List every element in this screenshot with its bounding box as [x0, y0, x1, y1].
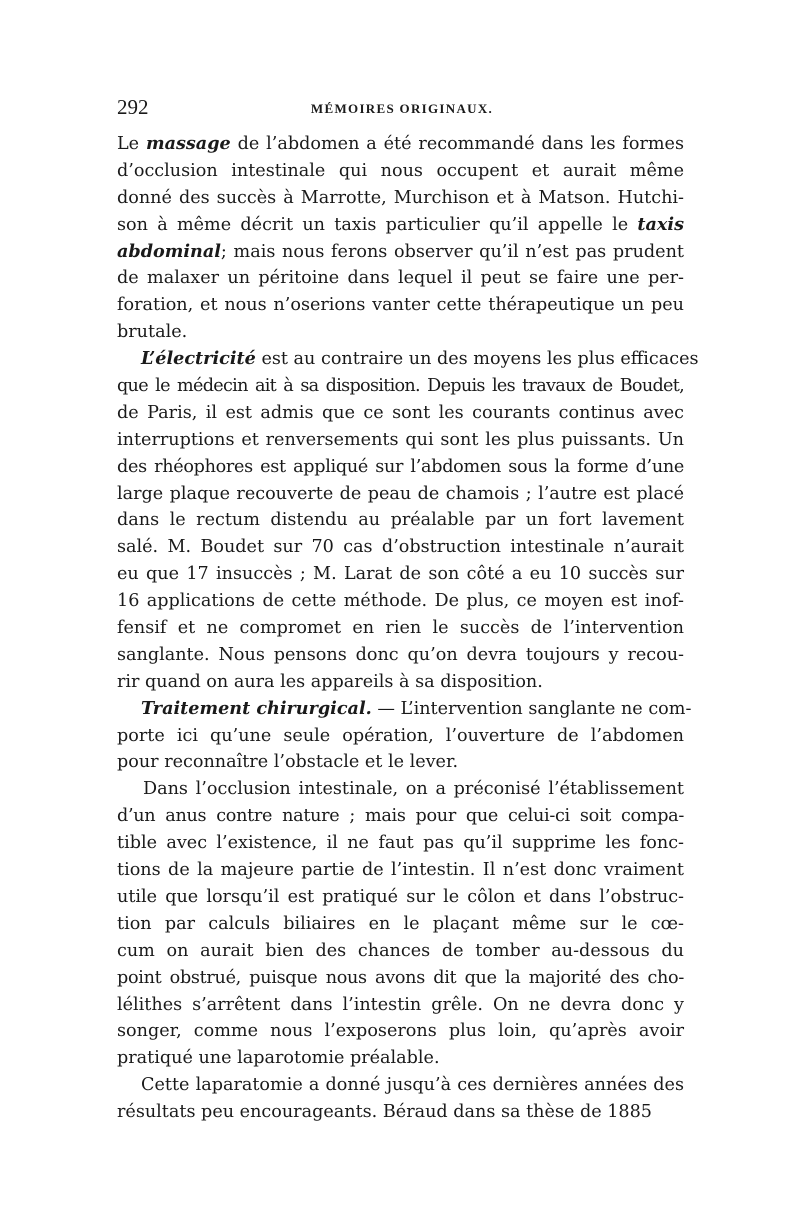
text-run: tion par calculs biliaires en le plaçant même sur le cœ-	[117, 913, 684, 934]
text-line	[117, 911, 684, 938]
text-run: foration, et nous n’oserions vanter cette thérapeutique un peu	[117, 295, 684, 316]
text-run: point obstrué, puisque nous avons dit que la majorité des cho-	[117, 967, 684, 988]
text-run: lélithes s’arrêtent dans l’intestin grêle. On ne devra donc y	[117, 994, 684, 1015]
text-line	[117, 965, 684, 992]
text-line	[117, 1072, 684, 1099]
text-line	[117, 615, 684, 642]
text-run: d’occlusion intestinale qui nous occupent et aurait même	[117, 160, 684, 181]
text-run: dans le rectum distendu au préalable par un fort lavement	[117, 510, 684, 531]
paragraph	[117, 131, 684, 346]
text-run: cum on aurait bien des chances de tomber au-dessous du	[117, 940, 684, 961]
italic-phrase: taxis	[637, 213, 684, 235]
paragraph	[117, 1072, 684, 1126]
italic-phrase: Traitement chirurgical.	[141, 697, 372, 719]
text-line	[117, 131, 684, 158]
text-line	[117, 212, 684, 239]
text-run: est au contraire un des moyens les plus efficaces	[255, 349, 699, 370]
text-line	[117, 588, 684, 615]
text-line	[117, 830, 684, 857]
text-run: de Paris, il est admis que ce sont les courants continus avec	[117, 402, 684, 423]
italic-phrase: L’électricité	[141, 348, 256, 370]
text-line	[117, 239, 684, 266]
text-run: sanglante. Nous pensons donc qu’on devra toujours y recou-	[117, 644, 684, 665]
text-run: des rhéophores est appliqué sur l’abdomen sous la forme d’une	[117, 456, 684, 477]
text-line	[117, 1018, 684, 1045]
text-run: Dans l’occlusion intestinale, on a préconisé l’établissement	[143, 779, 684, 800]
text-line	[117, 642, 684, 669]
text-line	[117, 400, 684, 427]
text-run: rir quand on aura les appareils à sa disposition.	[117, 671, 543, 692]
text-run: salé. M. Boudet sur 70 cas d’obstruction intestinale n’aurait	[117, 537, 684, 558]
text-run: eu que 17 insuccès ; M. Larat de son côté a eu 10 succès sur	[117, 564, 684, 585]
text-line	[117, 1099, 684, 1126]
text-run: d’un anus contre nature ; mais pour que celui-ci soit compa-	[117, 806, 684, 827]
page-number: 292	[117, 95, 149, 119]
text-line	[117, 669, 684, 696]
text-line	[117, 454, 684, 481]
text-run: fensif et ne compromet en rien le succès de l’intervention	[117, 618, 684, 639]
text-line	[117, 696, 692, 723]
text-run: tible avec l’existence, il ne faut pas qu’il supprime les fonc-	[117, 833, 684, 854]
text-run: — L’intervention sanglante ne com-	[371, 698, 692, 719]
text-line	[117, 481, 684, 508]
text-line	[117, 319, 684, 346]
text-run: résultats peu encourageants. Béraud dans sa thèse de 1885	[117, 1102, 652, 1123]
text-run: ; mais nous ferons observer qu’il n’est pas prudent	[220, 241, 684, 262]
text-run: pour reconnaître l’obstacle et le lever.	[117, 752, 459, 773]
text-line	[117, 776, 684, 803]
text-run: donné des succès à Marrotte, Murchison et à Matson. Hutchi-	[117, 187, 684, 208]
text-line	[117, 749, 684, 776]
text-run: que le médecin ait à sa disposition. Depuis les travaux de Boudet,	[117, 376, 684, 397]
italic-phrase: massage	[145, 133, 231, 154]
italic-phrase: abdominal	[117, 240, 221, 262]
text-line	[117, 373, 684, 400]
text-run: 16 applications de cette méthode. De plus, ce moyen est inof-	[117, 591, 684, 612]
text-run: interruptions et renversements qui sont les plus puissants. Un	[117, 429, 684, 450]
text-line	[117, 346, 699, 373]
text-line	[117, 507, 684, 534]
text-line	[117, 292, 684, 319]
running-title: MÉMOIRES ORIGINAUX.	[310, 101, 494, 116]
text-line	[117, 185, 684, 212]
text-line	[117, 265, 684, 292]
text-line	[117, 534, 684, 561]
text-run: Le	[117, 134, 146, 154]
text-line	[117, 884, 684, 911]
paragraph	[117, 776, 684, 1072]
text-run: utile que lorsqu’il est pratiqué sur le côlon et dans l’obstruc-	[117, 886, 684, 907]
text-run: Cette laparatomie a donné jusqu’à ces dernières années des	[141, 1075, 684, 1096]
text-line	[117, 427, 684, 454]
text-line	[117, 1045, 684, 1072]
text-run: tions de la majeure partie de l’intestin. Il n’est donc vraiment	[117, 860, 684, 881]
body-text	[117, 131, 699, 1126]
text-line	[117, 803, 684, 830]
text-run: de l’abdomen a été recommandé dans les formes	[230, 134, 684, 154]
text-line	[117, 158, 684, 185]
text-run: son à même décrit un taxis particulier qu’il appelle le	[117, 214, 638, 235]
text-line	[117, 857, 684, 884]
text-run: pratiqué une laparotomie préalable.	[117, 1048, 440, 1069]
text-run: songer, comme nous l’exposerons plus loin, qu’après avoir	[117, 1021, 684, 1042]
text-run: porte ici qu’une seule opération, l’ouverture de l’abdomen	[117, 725, 684, 746]
text-line	[117, 723, 684, 750]
paragraph	[117, 696, 692, 777]
paragraph	[117, 346, 699, 696]
text-run: brutale.	[117, 322, 188, 343]
text-run: de malaxer un péritoine dans lequel il peut se faire une per-	[117, 268, 684, 289]
text-line	[117, 938, 684, 965]
text-line	[117, 992, 684, 1019]
text-line	[117, 561, 684, 588]
text-run: large plaque recouverte de peau de chamois ; l’autre est placé	[117, 483, 684, 504]
